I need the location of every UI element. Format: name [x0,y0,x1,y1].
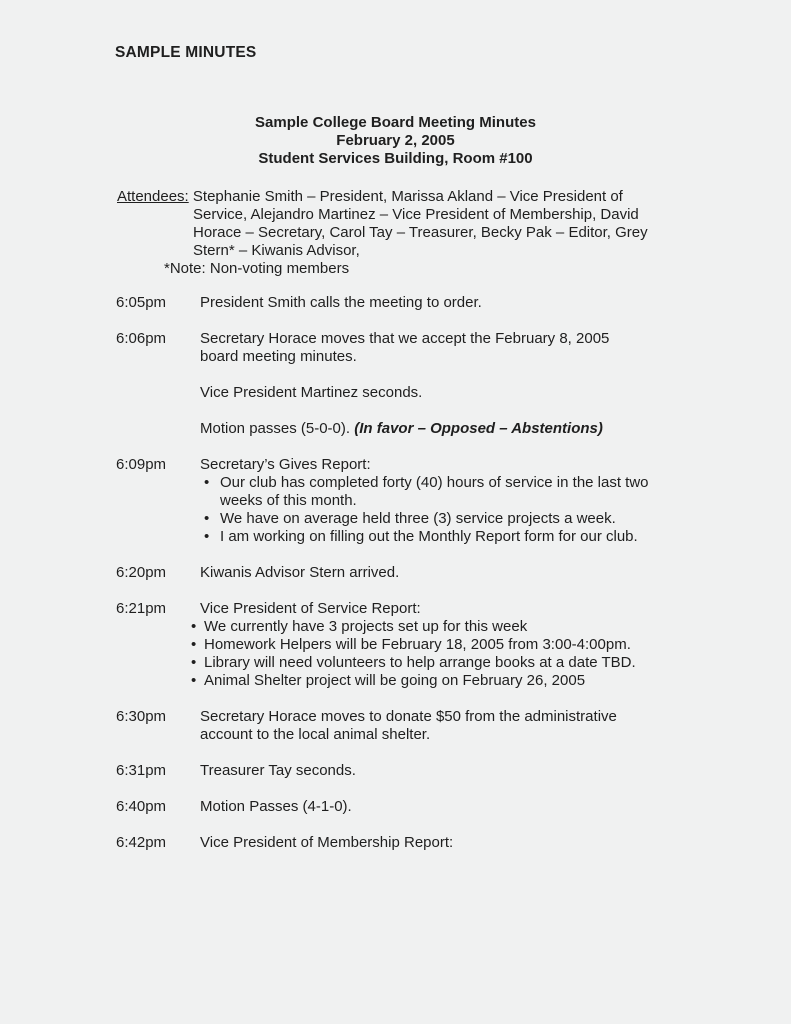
bullet-item [200,672,716,690]
bullet-item [200,528,716,546]
bullet-list [200,474,716,546]
minutes-entry-621 [116,600,716,690]
entry-content [200,456,716,546]
bullet-item [200,654,716,672]
entry-content [200,708,716,744]
bullet-list [200,618,716,690]
bullet-line: • We have on average held three (3) service projects a week. [220,510,616,527]
bullet-line: • Homework Helpers will be February 18, 2005 from 3:00-4:00pm. [204,636,631,653]
entry-line: Kiwanis Advisor Stern arrived. [200,564,400,581]
entry-content [200,330,716,438]
minutes-entry-642 [116,834,716,852]
doc-title-line: Sample College Board Meeting Minutes [255,114,536,131]
document-label: SAMPLE MINUTES [115,44,257,61]
minutes-entry-640 [116,798,716,816]
entry-content [200,762,716,780]
entry-time: 6:09pm [116,456,167,473]
entry-time: 6:30pm [116,708,167,725]
entry-time: 6:40pm [116,798,167,815]
minutes-entry-606 [116,330,716,438]
entry-line: Vice President of Membership Report: [200,834,454,851]
attendees-label: Attendees: [117,188,189,205]
bullet-line: • I am working on filling out the Monthly Report form for our club. [220,528,638,545]
attendees-line: Service, Alejandro Martinez – Vice President of Membership, David [193,206,639,223]
attendees-note: *Note: Non-voting members [164,260,350,277]
minutes-entry-609 [116,456,716,546]
attendees-text: Stephanie Smith – President, Marissa Akland – Vice President of [192,188,623,205]
minutes-entry-620 [116,564,716,582]
entry-content [200,294,716,312]
vote-result-line [200,420,716,438]
bullet-item [200,636,716,654]
bullet-item [200,474,716,510]
entry-content [200,600,716,690]
report-heading: Secretary’s Gives Report: [200,456,371,473]
minutes-entry-605 [116,294,716,312]
minutes-entry-630 [116,708,716,744]
bullet-line: • Animal Shelter project will be going on February 26, 2005 [204,672,586,689]
bullet-line: • Library will need volunteers to help arrange books at a date TBD. [204,654,636,671]
entry-time: 6:42pm [116,834,167,851]
entry-line: President Smith calls the meeting to order. [200,294,482,311]
bullet-item [200,618,716,636]
entry-line: Motion Passes (4-1-0). [200,798,352,815]
entry-line: Secretary Horace moves that we accept the February 8, 2005 [200,330,610,347]
entry-time: 6:31pm [116,762,167,779]
entry-time: 6:21pm [116,600,167,617]
vote-legend: (In favor – Opposed – Abstentions) [354,420,603,437]
minutes-entries [116,294,716,852]
minutes-entry-631 [116,762,716,780]
title-block [0,114,791,168]
entry-time: 6:06pm [116,330,167,347]
attendees-line: Horace – Secretary, Carol Tay – Treasurer, Becky Pak – Editor, Grey [193,224,648,241]
entry-content [200,798,716,816]
attendees-line: Stern* – Kiwanis Advisor, [193,242,360,259]
entry-time: 6:05pm [116,294,167,311]
entry-line: Secretary Horace moves to donate $50 from the administrative [200,708,617,725]
entry-line: account to the local animal shelter. [200,726,431,743]
attendees-section [0,188,791,278]
entry-line: Treasurer Tay seconds. [200,762,356,779]
doc-date-line: February 2, 2005 [336,132,455,149]
entry-content [200,834,716,852]
bullet-line: • Our club has completed forty (40) hours of service in the last two [220,474,649,491]
bullet-line: weeks of this month. [220,492,357,509]
bullet-item [200,510,716,528]
doc-location-line: Student Services Building, Room #100 [258,150,533,167]
report-heading: Vice President of Service Report: [200,600,421,617]
entry-line: Vice President Martinez seconds. [200,384,423,401]
vote-result-text: Motion passes (5-0-0). [200,420,351,437]
attendees-line [117,188,791,206]
entry-content [200,564,716,582]
bullet-line: • We currently have 3 projects set up for this week [204,618,528,635]
entry-line: board meeting minutes. [200,348,357,365]
entry-time: 6:20pm [116,564,167,581]
